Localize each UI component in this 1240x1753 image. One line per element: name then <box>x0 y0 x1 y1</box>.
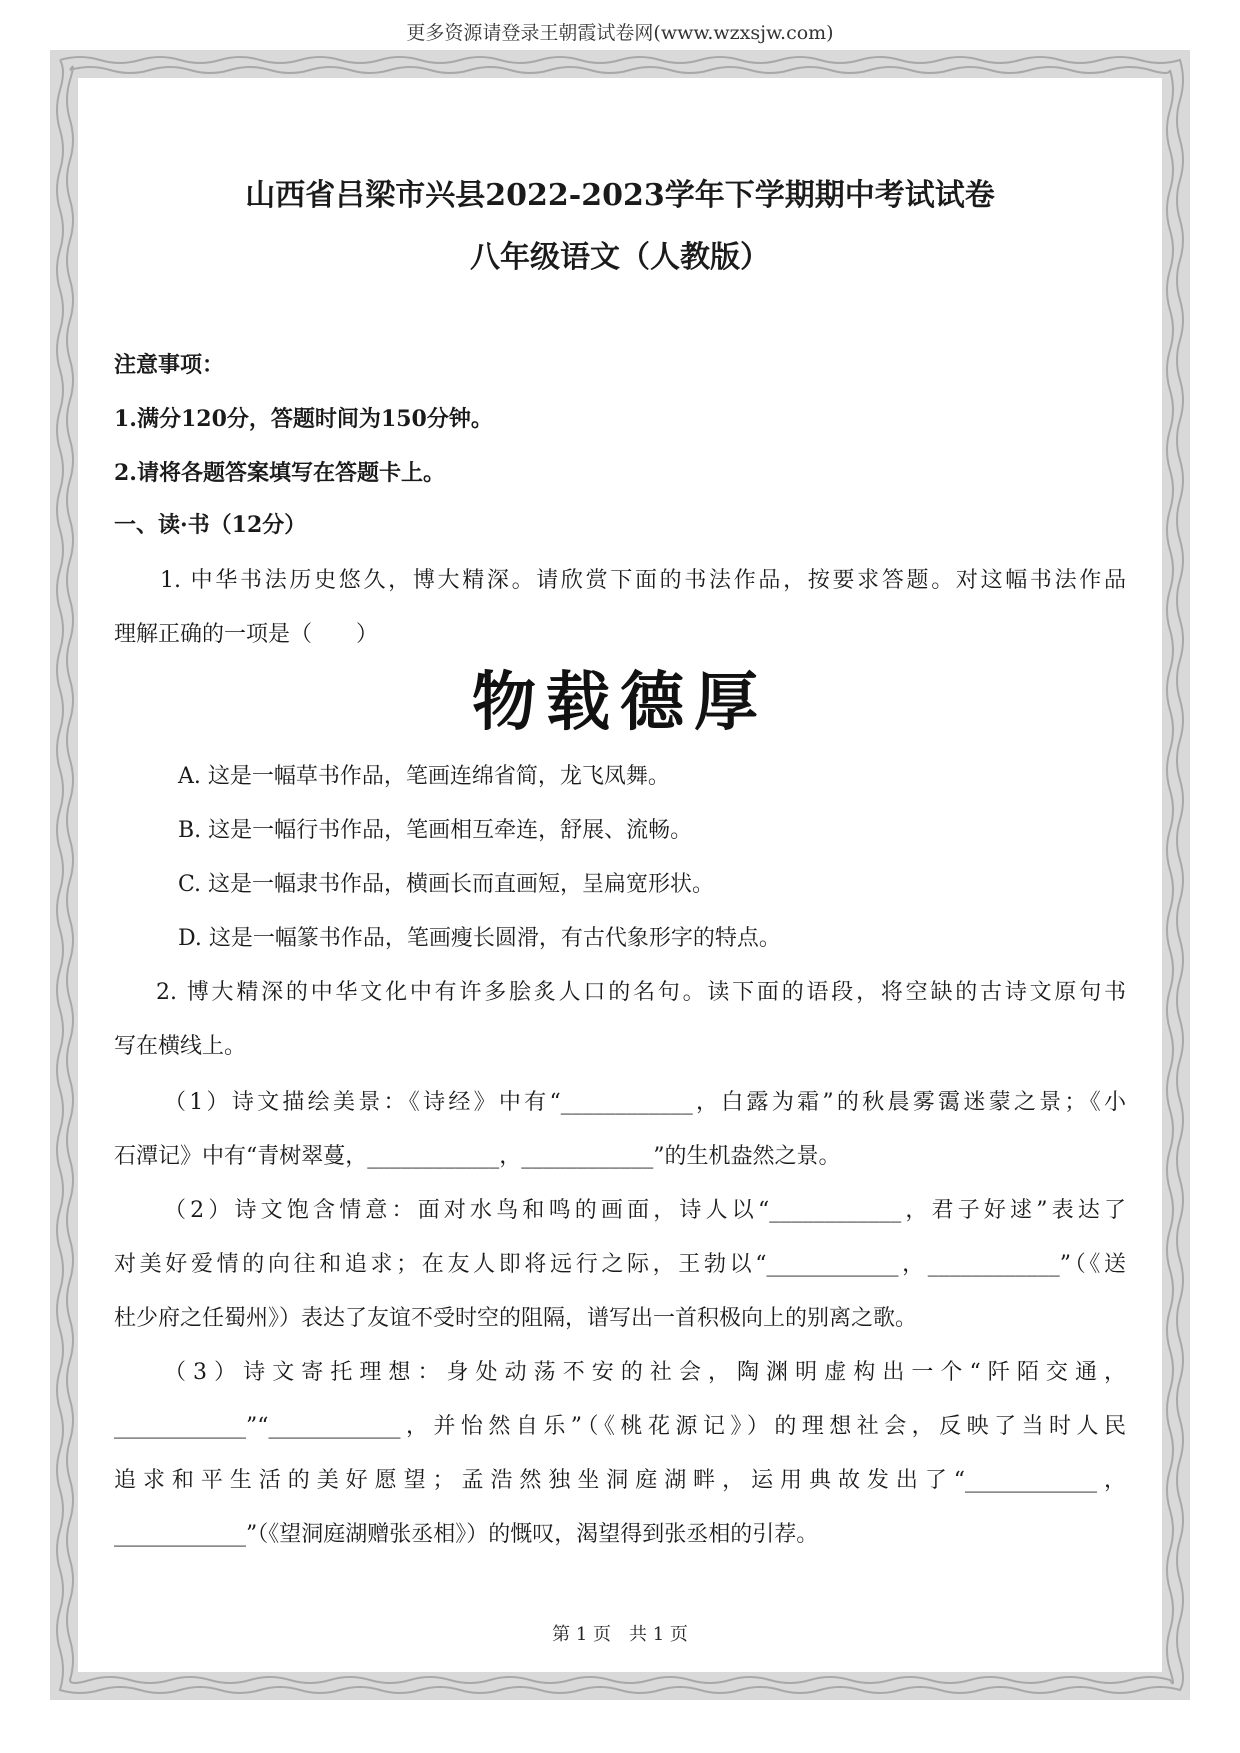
page-number: 第 1 页 共 1 页 <box>552 1624 688 1645</box>
calligraphy-image <box>440 660 800 742</box>
q1-option-d: D. 这是一幅篆书作品，笔画瘦长圆滑，有古代象形字的特点。 <box>178 926 781 951</box>
q2-part3-line2: ____________”“____________，并怡然自乐”（《桃花源记》）的理想社会，反映了当时人民 <box>114 1414 1126 1439</box>
site-banner: 更多资源请登录王朝霞试卷网(www.wzxsjw.com) <box>406 22 834 44</box>
q2-stem-line2: 写在横线上。 <box>114 1034 247 1059</box>
q2-stem-line1: 2. 博大精深的中华文化中有许多脍炙人口的名句。读下面的语段，将空缺的古诗文原句书 <box>156 980 1126 1005</box>
q2-part3-line1: （3）诗文寄托理想：身处动荡不安的社会，陶渊明虚构出一个“阡陌交通， <box>164 1360 1126 1385</box>
notice-heading: 注意事项： <box>114 352 225 378</box>
section-heading-1: 一、读·书（12分） <box>114 512 307 538</box>
q2-part2-line1: （2）诗文饱含情意：面对水鸟和鸣的画面，诗人以“____________，君子好逑”表达了 <box>164 1198 1126 1223</box>
q2-part1-line1: （1）诗文描绘美景：《诗经》中有“____________，白露为霜”的秋晨雾霭迷蒙之景；《小 <box>164 1090 1126 1115</box>
q2-part2-line3: 杜少府之任蜀州》）表达了友谊不受时空的阻隔，谱写出一首积极向上的别离之歌。 <box>114 1306 918 1331</box>
q2-part1-line2: 石潭记》中有“青树翠蔓，____________，____________”的生机盎然之景。 <box>114 1144 841 1169</box>
exam-title: 山西省吕梁市兴县2022-2023学年下学期期中考试试卷 <box>245 178 995 213</box>
q1-stem-line1: 1. 中华书法历史悠久，博大精深。请欣赏下面的书法作品，按要求答题。对这幅书法作品 <box>160 568 1126 593</box>
q1-stem-line2: 理解正确的一项是（ ） <box>114 622 379 647</box>
q2-part3-line3: 追求和平生活的美好愿望；孟浩然独坐洞庭湖畔，运用典故发出了“____________， <box>114 1468 1126 1493</box>
q2-part3-line4: ____________”（《望洞庭湖赠张丞相》）的慨叹，渴望得到张丞相的引荐。 <box>114 1522 819 1547</box>
q1-option-a: A. 这是一幅草书作品，笔画连绵省简，龙飞凤舞。 <box>178 764 670 789</box>
q1-option-b: B. 这是一幅行书作品，笔画相互牵连，舒展、流畅。 <box>178 818 693 843</box>
q1-option-c: C. 这是一幅隶书作品，横画长而直画短，呈扁宽形状。 <box>178 872 715 897</box>
q2-part2-line2: 对美好爱情的向往和追求；在友人即将远行之际，王勃以“____________，____________”（《送 <box>114 1252 1126 1277</box>
notice-item-1: 1.满分120分，答题时间为150分钟。 <box>114 406 493 432</box>
exam-subtitle: 八年级语文（人教版） <box>470 240 770 275</box>
calligraphy-text: 物载德厚 <box>472 665 768 740</box>
notice-item-2: 2.请将各题答案填写在答题卡上。 <box>114 460 445 486</box>
